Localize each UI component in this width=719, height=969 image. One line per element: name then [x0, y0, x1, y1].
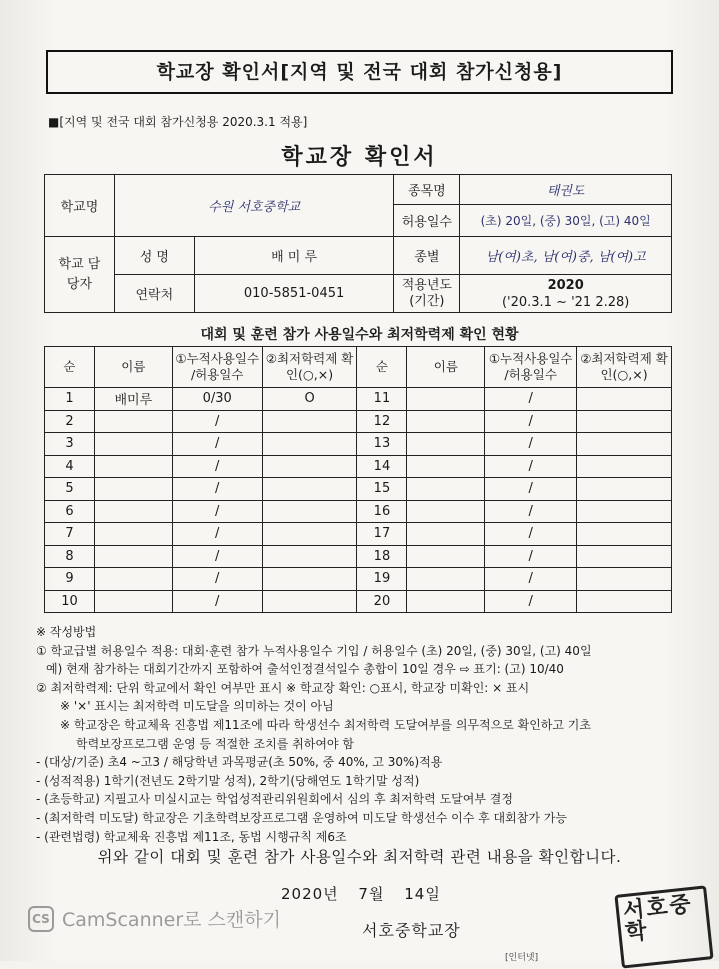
cell-name: [407, 388, 485, 411]
header-name: 이름: [407, 347, 485, 388]
cell-no: 17: [357, 523, 407, 546]
cell-check: [262, 410, 357, 433]
cell-name: [407, 523, 485, 546]
main-title: 학교장 확인서: [281, 145, 438, 170]
cell-no: 1: [45, 388, 95, 411]
cell-days: /: [172, 590, 262, 613]
cell-days: /: [485, 388, 577, 411]
year-value: 2020: [547, 277, 584, 293]
cell-check: [577, 410, 672, 433]
table-row: [45, 433, 672, 456]
cell-days: /: [485, 455, 577, 478]
sport-value: 태권도: [460, 175, 672, 205]
cell-no: 10: [45, 590, 95, 613]
note-line: ② 최저학력제: 단위 학교에서 확인 여부만 표시 ※ 학교장 확인: ○표시, 학교장 미확인: × 표시: [36, 680, 530, 695]
cell-name: [407, 500, 485, 523]
cell-check: [262, 568, 357, 591]
cell-days: /: [172, 410, 262, 433]
cell-name: [94, 455, 172, 478]
info-table: [44, 174, 672, 313]
confirm-statement: 위와 같이 대회 및 훈련 참가 사용일수와 최저학력 관련 내용을 확인합니다.: [97, 848, 622, 866]
cell-check: O: [262, 388, 357, 411]
type-value: 남(여)초, 남(여)중, 남(여)고: [460, 237, 672, 275]
cell-no: 19: [357, 568, 407, 591]
phone-label: 연락처: [114, 275, 194, 313]
school-label: 학교명: [45, 175, 115, 237]
cell-name: [407, 455, 485, 478]
period-label: 적용년도 (기간): [394, 275, 460, 313]
cell-name: [407, 568, 485, 591]
cell-name: [94, 500, 172, 523]
cell-no: 11: [357, 388, 407, 411]
cell-no: 16: [357, 500, 407, 523]
cell-check: [577, 590, 672, 613]
cell-check: [577, 455, 672, 478]
cell-no: 2: [45, 410, 95, 433]
note-line: ① 학교급별 허용일수 적용: 대회·훈련 참가 누적사용일수 기입 / 허용일수 (초) 20일, (중) 30일, (고) 40일: [36, 643, 592, 658]
school-value: 수원 서호중학교: [114, 175, 393, 237]
note-line: 예) 현재 참가하는 대회기간까지 포함하여 출석인정결석일수 총합이 10일 경우 ⇨ 표기: (고) 10/40: [46, 662, 564, 677]
cell-no: 9: [45, 568, 95, 591]
cell-check: [262, 500, 357, 523]
cell-name: [94, 545, 172, 568]
table-row: [45, 500, 672, 523]
header-no: 순: [45, 347, 95, 388]
applies-note: ■[지역 및 전국 대회 참가신청용 2020.3.1 적용]: [48, 115, 308, 129]
name-label: 성 명: [114, 237, 194, 275]
note-line: - (관련법령) 학교체육 진흥법 제11조, 동법 시행규칙 제6조: [36, 829, 347, 844]
seal-text: 서호중학: [621, 891, 694, 946]
cell-name: [407, 478, 485, 501]
cell-no: 8: [45, 545, 95, 568]
cell-days: /: [485, 568, 577, 591]
table-row: [45, 388, 672, 411]
cell-name: [94, 590, 172, 613]
period-cell: [460, 275, 672, 313]
cell-no: 3: [45, 433, 95, 456]
cell-days: /: [172, 500, 262, 523]
note-line: ※ 학교장은 학교체육 진흥법 제11조에 따라 학생선수 최저학력 도달여부를 의무적으로 확인하고 기초: [60, 717, 591, 732]
note-line: - (최저학력 미도달) 학교장은 기초학력보장프로그램 운영하여 미도달 학생선수 이수 후 대회참가 가능: [36, 810, 567, 825]
period-value: ('20.3.1 ~ '21 2.28): [501, 294, 630, 310]
type-label: 종별: [394, 237, 460, 275]
header-days: ①누적사용일수 /허용일수: [485, 347, 577, 388]
cell-check: [577, 478, 672, 501]
header-check: ②최저학력제 확인(○,×): [577, 347, 672, 388]
camscanner-watermark: [28, 905, 281, 932]
cell-check: [262, 433, 357, 456]
cell-days: /: [485, 500, 577, 523]
cell-days: /: [172, 523, 262, 546]
cell-name: [94, 568, 172, 591]
table-header-row: [45, 347, 672, 388]
cell-no: 20: [357, 590, 407, 613]
sport-label: 종목명: [394, 175, 460, 205]
name-value: 배 미 루: [194, 237, 394, 275]
cell-no: 4: [45, 455, 95, 478]
allow-value: (초) 20일, (중) 30일, (고) 40일: [460, 205, 672, 237]
note-line: - (성적적용) 1학기(전년도 2학기말 성적), 2학기(당해연도 1학기말 성적): [36, 773, 420, 788]
cell-name: [94, 410, 172, 433]
cell-check: [262, 523, 357, 546]
cell-days: /: [485, 478, 577, 501]
cell-check: [262, 590, 357, 613]
issue-date: 2020년 7월 14일: [281, 885, 441, 903]
note-line: - (초등학교) 지필고사 미실시교는 학업성적관리위원회에서 심의 후 최저학력 도달여부 결정: [36, 792, 513, 807]
cell-name: [407, 410, 485, 433]
camscanner-logo-icon: CS: [28, 906, 54, 932]
participation-table: [44, 346, 672, 613]
cell-days: /: [172, 478, 262, 501]
cell-days: /: [485, 545, 577, 568]
note-line: 학력보장프로그램 운영 등 적절한 조치를 취하여야 함: [76, 736, 354, 751]
cell-name: [94, 478, 172, 501]
cell-no: 14: [357, 455, 407, 478]
cell-no: 13: [357, 433, 407, 456]
cell-days: /: [485, 433, 577, 456]
note-line: - (대상/기준) 초4 ~고3 / 해당학년 과목평균(초 50%, 중 40%, 고 30%)적용: [36, 755, 443, 770]
note-line: ※ 작성방법: [36, 625, 97, 639]
cell-check: [577, 500, 672, 523]
cell-check: [577, 388, 672, 411]
cell-days: /: [172, 568, 262, 591]
cell-no: 12: [357, 410, 407, 433]
cell-no: 15: [357, 478, 407, 501]
note-line: ※ '×' 표시는 최저학력 미도달을 의미하는 것이 아님: [60, 699, 334, 714]
cell-name: [94, 523, 172, 546]
header-days: ①누적사용일수 /허용일수: [172, 347, 262, 388]
cell-check: [577, 523, 672, 546]
cell-check: [262, 455, 357, 478]
cell-no: 18: [357, 545, 407, 568]
cell-check: [262, 478, 357, 501]
table-row: [45, 568, 672, 591]
watermark-text: CamScanner로 스캔하기: [62, 909, 281, 931]
cell-days: /: [172, 433, 262, 456]
allow-label: 허용일수: [394, 205, 460, 237]
header-check: ②최저학력제 확인(○,×): [262, 347, 357, 388]
cell-days: 0/30: [172, 388, 262, 411]
cell-name: 배미루: [94, 388, 172, 411]
footer-strip: [인터넷]: [505, 953, 539, 963]
cell-no: 6: [45, 500, 95, 523]
notes-section: [36, 623, 696, 846]
cell-name: [407, 433, 485, 456]
table-row: [45, 455, 672, 478]
school-seal: [614, 885, 713, 968]
cell-days: /: [485, 523, 577, 546]
cell-days: /: [485, 410, 577, 433]
table-subtitle: 대회 및 훈련 참가 사용일수와 최저학력제 확인 현황: [200, 327, 519, 343]
table-row: [45, 545, 672, 568]
header-no: 순: [357, 347, 407, 388]
table-row: [45, 478, 672, 501]
cell-days: /: [172, 545, 262, 568]
header-name: 이름: [94, 347, 172, 388]
cell-name: [94, 433, 172, 456]
cell-no: 5: [45, 478, 95, 501]
cell-check: [577, 433, 672, 456]
document-header-title: 학교장 확인서[지역 및 전국 대회 참가신청용]: [46, 50, 673, 94]
cell-no: 7: [45, 523, 95, 546]
table-row: [45, 590, 672, 613]
cell-days: /: [172, 455, 262, 478]
table-row: [45, 523, 672, 546]
table-row: [45, 410, 672, 433]
cell-check: [262, 545, 357, 568]
principal-signature: 서호중학교장: [362, 921, 461, 940]
cell-name: [407, 590, 485, 613]
cell-name: [407, 545, 485, 568]
cell-check: [577, 545, 672, 568]
cell-check: [577, 568, 672, 591]
contact-group-label: 학교 담당자: [45, 237, 115, 313]
cell-days: /: [485, 590, 577, 613]
phone-value: 010-5851-0451: [194, 275, 394, 313]
